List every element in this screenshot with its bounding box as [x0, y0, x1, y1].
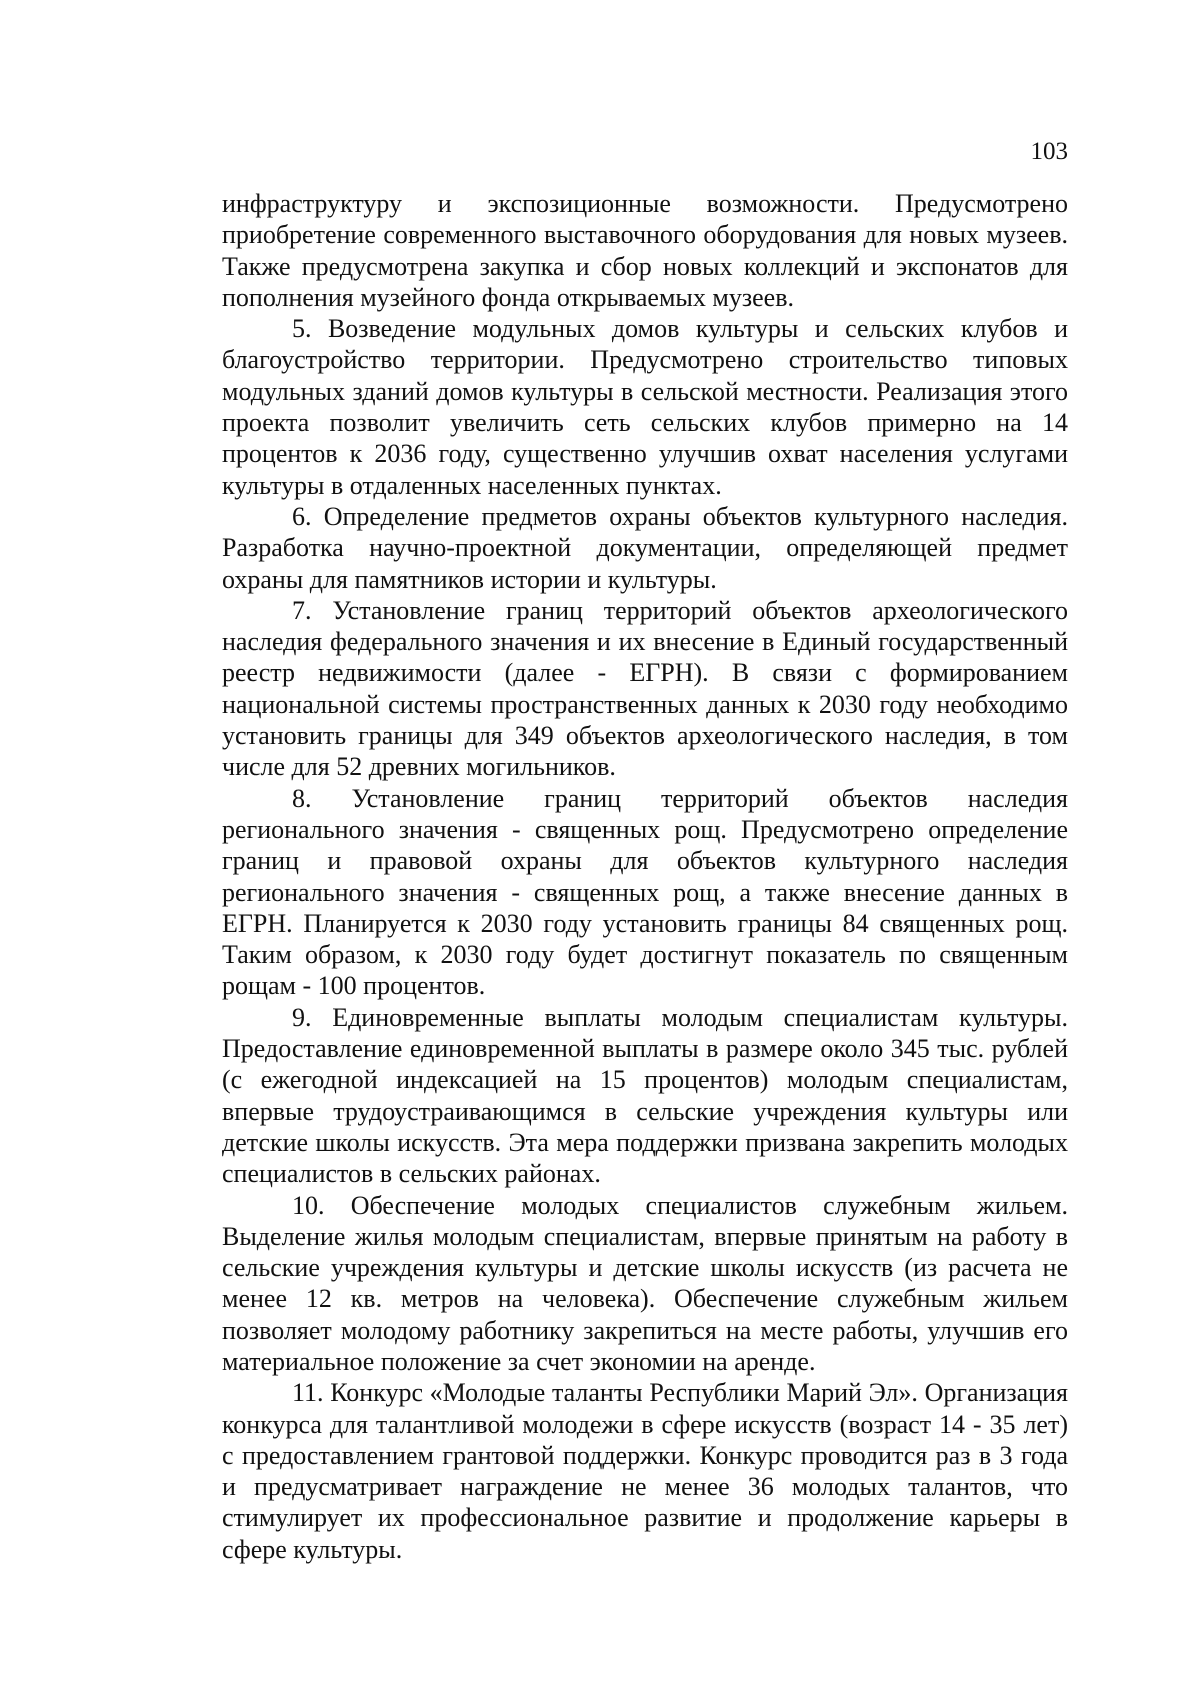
- paragraph-continuation: инфраструктуру и экспозиционные возможности. Предусмотрено приобретение современного выставочного оборудования для новых музеев. Также предусмотрена закупка и сбор новых коллекций и экспонатов для пополнения музейного фонда открываемых музеев.: [222, 189, 1068, 312]
- paragraph-item-5: 5. Возведение модульных домов культуры и сельских клубов и благоустройство территории. Предусмотрено строительство типовых модульных зданий домов культуры в сельской местности. Реализация этого проекта позволит увеличить сеть сельских клубов примерно на 14 процентов к 2036 году, существенно улучшив охват населения услугами культуры в отдаленных населенных пунктах.: [222, 314, 1068, 500]
- document-body: [222, 188, 1068, 1565]
- paragraph-item-10: 10. Обеспечение молодых специалистов служебным жильем. Выделение жилья молодым специалистам, впервые принятым на работу в сельские учреждения культуры и детские школы искусств (из расчета не менее 12 кв. метров на человека). Обеспечение служебным жильем позволяет молодому работнику закрепиться на месте работы, улучшив его материальное положение за счет экономии на аренде.: [222, 1190, 1068, 1376]
- paragraph-item-8: 8. Установление границ территорий объектов наследия регионального значения - священных рощ. Предусмотрено определение границ и правовой охраны для объектов культурного наследия регионального значения - священных рощ, а также внесение данных в ЕГРН. Планируется к 2030 году установить границы 84 священных рощ. Таким образом, к 2030 году будет достигнут показатель по священным рощам - 100 процентов.: [222, 783, 1068, 1001]
- paragraph-item-7: 7. Установление границ территорий объектов археологического наследия федерального значения и их внесение в Единый государственный реестр недвижимости (далее - ЕГРН). В связи с формированием национальной системы пространственных данных к 2030 году необходимо установить границы для 349 объектов археологического наследия, в том числе для 52 древних могильников.: [222, 595, 1068, 782]
- paragraph-item-11: 11. Конкурс «Молодые таланты Республики Марий Эл». Организация конкурса для талантливой молодежи в сфере искусств (возраст 14 - 35 лет) с предоставлением грантовой поддержки. Конкурс проводится раз в 3 года и предусматривает награждение не менее 36 молодых талантов, что стимулирует их профессиональное развитие и продолжение карьеры в сфере культуры.: [222, 1378, 1068, 1564]
- paragraph-item-6: 6. Определение предметов охраны объектов культурного наследия. Разработка научно-проектной документации, определяющей предмет охраны для памятников истории и культуры.: [222, 501, 1068, 594]
- page-number: 103: [1030, 138, 1068, 165]
- paragraph-item-9: 9. Единовременные выплаты молодым специалистам культуры. Предоставление единовременной выплаты в размере около 345 тыс. рублей (с ежегодной индексацией на 15 процентов) молодым специалистам, впервые трудоустраивающимся в сельские учреждения культуры или детские школы искусств. Эта мера поддержки призвана закрепить молодых специалистов в сельских районах.: [222, 1002, 1068, 1189]
